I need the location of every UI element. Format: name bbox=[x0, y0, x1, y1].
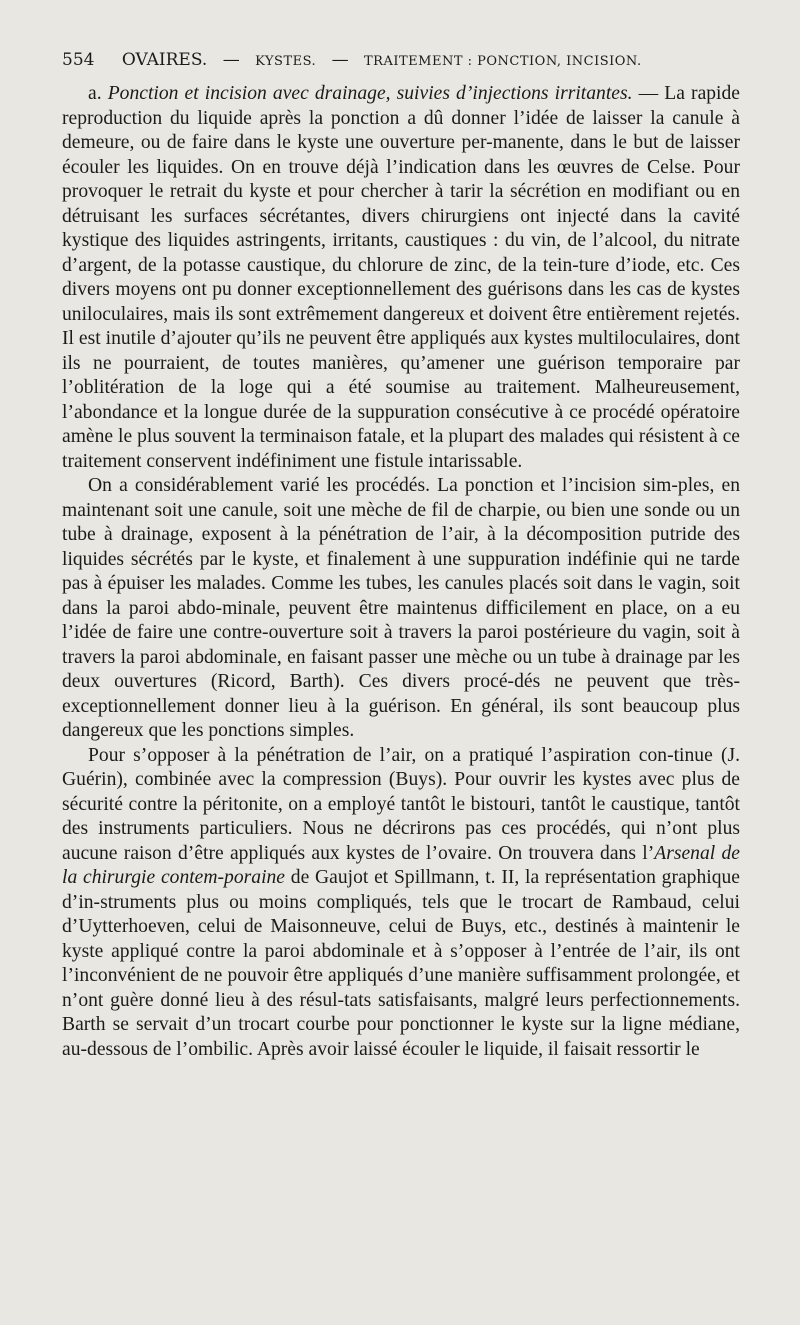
section-heading: Ponction et incision avec drainage, suivies d’injections irritantes. bbox=[107, 83, 633, 104]
paragraph-3-text-b: de Gaujot et Spillmann, t. II, la représentation graphique d’in-struments plus ou moins compliqués, tels que le trocart de Rambaud, celui d’Uytterhoeven, celui de Maisonneuve, celui de Buys, etc., destinés à maintenir le kyste appliqué contre la paroi abdominale et à s’opposer à l’entrée de l’air, ils ont l’inconvénient de ne pouvoir être appliqués d’une manière suffisamment prolongée, et n’ont guère donné lieu à des résul-tats satisfaisants, malgré leurs perfectionnements. Barth se servait d’un trocart courbe pour ponctionner le kyste sur la ligne médiane, au-dessous de l’ombilic. Après avoir laissé écouler le liquide, il faisait ressortir le bbox=[62, 867, 740, 1060]
page-body bbox=[62, 82, 740, 1062]
header-section: KYSTES. bbox=[255, 54, 317, 69]
book-title-citation: Arsenal de la chirurgie contem-poraine bbox=[62, 842, 740, 888]
header-title: OVAIRES. bbox=[121, 50, 208, 70]
paragraph-1 bbox=[62, 82, 740, 474]
paragraph-3 bbox=[62, 744, 740, 1063]
paragraph-2: On a considérablement varié les procédés. La ponction et l’incision sim-ples, en maintenant soit une canule, soit une mèche de fil de charpie, ou bien une sonde ou un tube à drainage, exposent à la pénétration de l’air, à la décomposition putride des liquides sécrétés par le kyste, et finalement à une suppuration indéfinie qui ne tarde pas à épuiser les malades. Comme les tubes, les canules placés soit dans le vagin, soit dans la paroi abdo-minale, peuvent être maintenus difficilement en place, on a eu l’idée de faire une contre-ouverture soit à travers la paroi postérieure du vagin, soit à travers la paroi abdominale, en faisant passer une mèche ou un tube à drainage par les deux ouvertures (Ricord, Barth). Ces divers procé-dés ne peuvent que très-exceptionnellement donner lieu à la guérison. En général, ils sont beaucoup plus dangereux que les ponctions simples. bbox=[62, 475, 740, 741]
header-dash-1: — bbox=[222, 50, 240, 70]
paragraph-1-text: — La rapide reproduction du liquide après la ponction a dû donner l’idée de laisser la canule à demeure, ou de faire dans le kyste une ouverture per-manente, dans le but de laisser écouler les liquides. On en trouve déjà l’indication dans les œuvres de Celse. Pour provoquer le retrait du kyste et pour chercher à tarir la sécrétion en modifiant ou en détruisant les surfaces sécrétantes, divers chirurgiens ont injecté dans la cavité kystique des liquides astringents, irritants, caustiques : du vin, de l’alcool, du nitrate d’argent, de la potasse caustique, du chlorure de zinc, de la tein-ture d’iode, etc. Ces divers moyens ont pu donner exceptionnellement des guérisons dans les cas de kystes uniloculaires, mais ils sont extrêmement dangereux et doivent être entièrement rejetés. Il est inutile d’ajouter qu’ils ne peuvent être appliqués aux kystes multiloculaires, dont ils ne pourraient, de toutes manières, qu’amener une guérison temporaire par l’oblitération de la loge qui a été soumise au traitement. Malheureusement, l’abondance et la longue durée de la suppuration consécutive à ce procédé opératoire amène le plus souvent la terminaison fatale, et la plupart des malades qui résistent à ce traitement conservent indéfiniment une fistule intarissable. bbox=[62, 83, 740, 472]
page-number: 554 bbox=[62, 50, 95, 70]
running-header bbox=[62, 50, 752, 80]
paragraph-3-text-a: Pour s’opposer à la pénétration de l’air, on a pratiqué l’aspiration con-tinue (J. Guérin), combinée avec la compression (Buys). Pour ouvrir les kystes avec plus de sécurité contre la péritonite, on a employé tantôt le bistouri, tantôt le caustique, tantôt des instruments particuliers. Nous ne décrirons pas ces procédés, qui n’ont plus aucune raison d’être appliqués aux kystes de l’ovaire. On trouvera dans l’ bbox=[62, 744, 740, 864]
header-subsection: TRAITEMENT : PONCTION, INCISION. bbox=[364, 54, 642, 69]
header-dash-2: — bbox=[331, 50, 349, 70]
section-letter: a. bbox=[88, 83, 102, 104]
